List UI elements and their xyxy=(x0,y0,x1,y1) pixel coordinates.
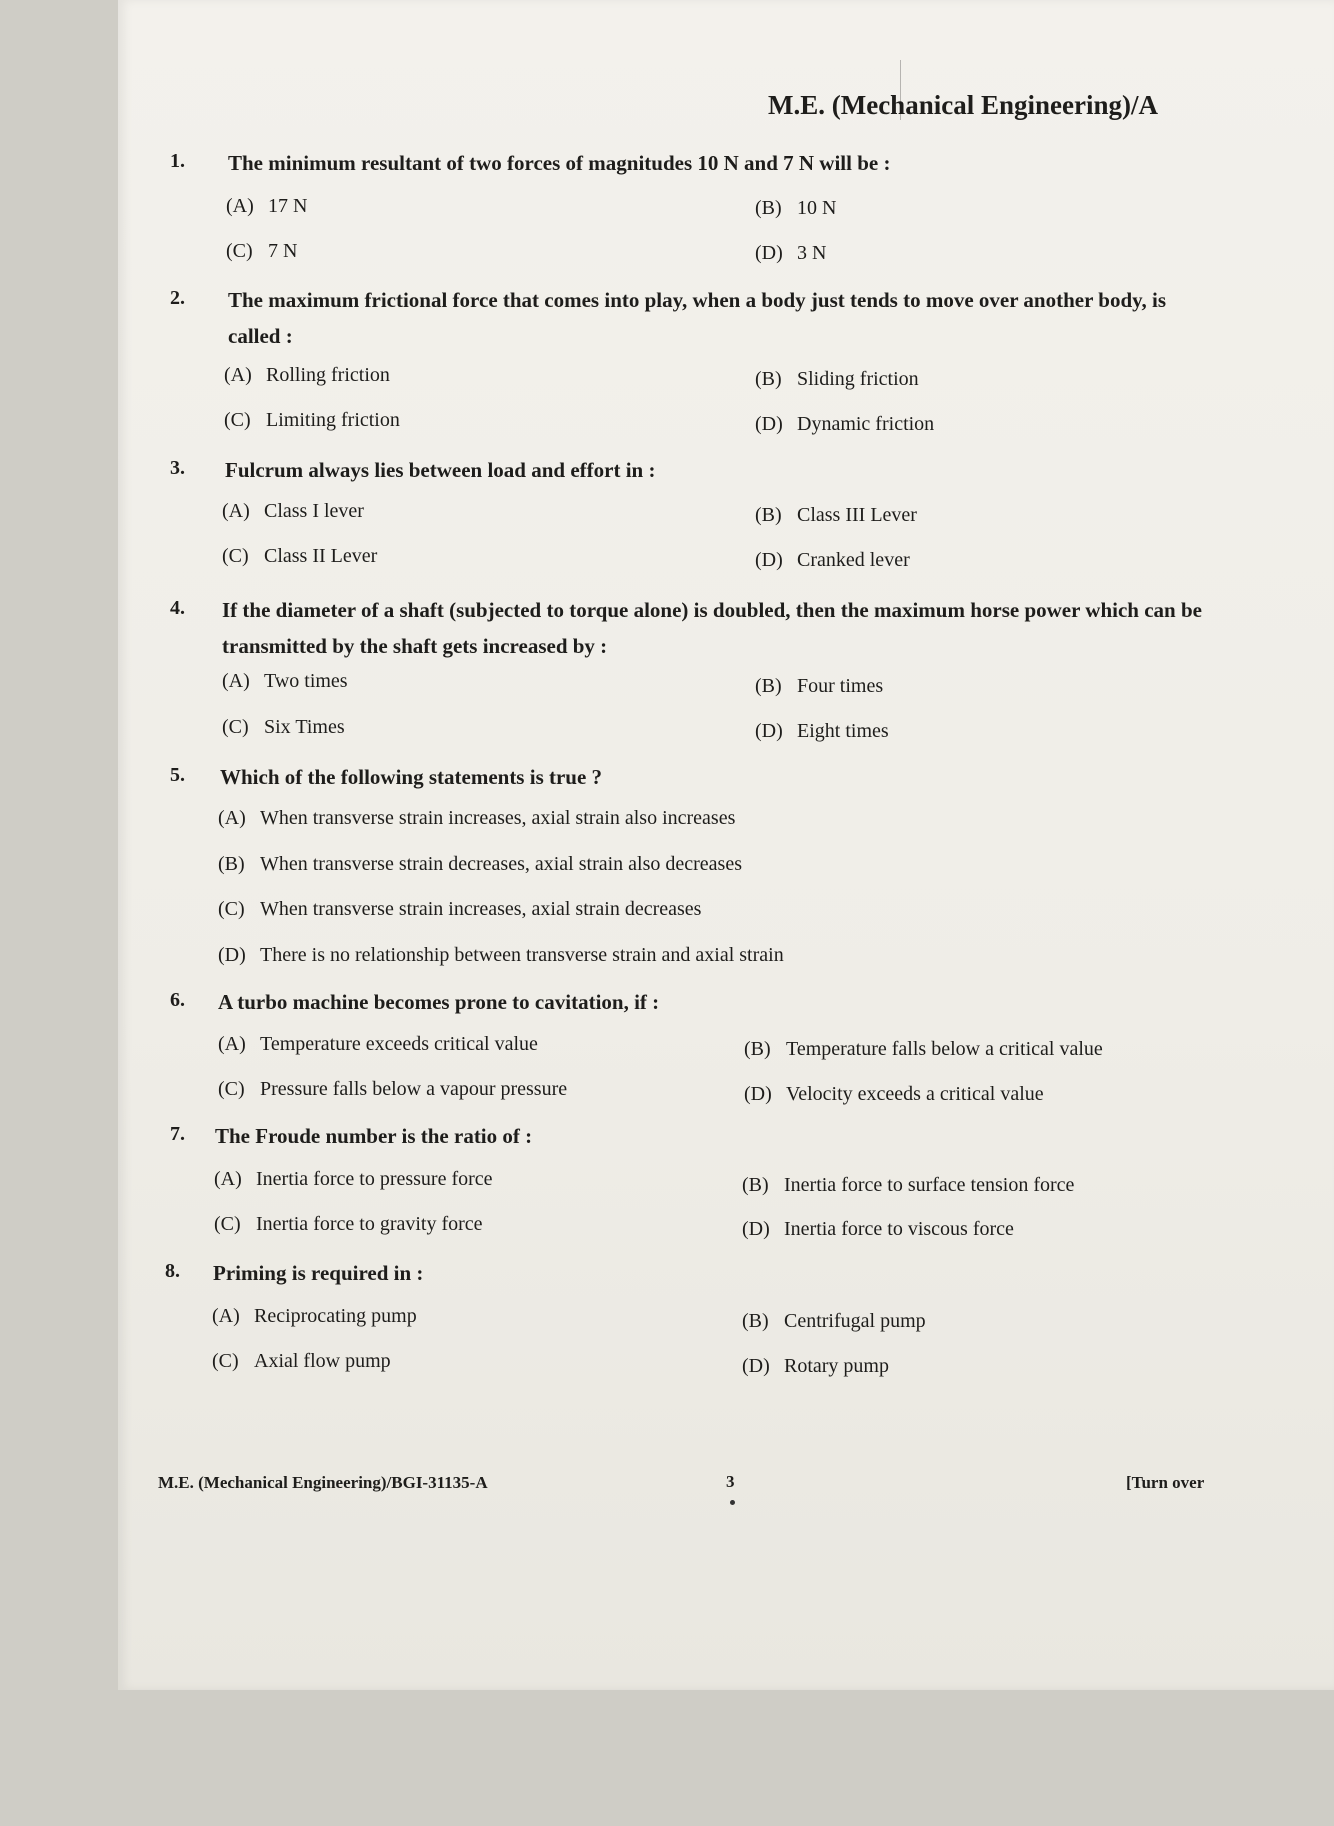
option-a: (A) 17 N xyxy=(226,195,308,217)
option-b: (B) Temperature falls below a critical value xyxy=(744,1038,1103,1060)
option-b: (B) Sliding friction xyxy=(755,368,919,390)
question-text: Fulcrum always lies between load and effort in : xyxy=(225,458,656,482)
option-a: (A) When transverse strain increases, axial strain also increases xyxy=(218,807,736,829)
option-b: (B) Four times xyxy=(755,675,884,697)
exam-page xyxy=(118,0,1334,1690)
option-a: (A) Reciprocating pump xyxy=(212,1305,417,1327)
option-d: (D) Dynamic friction xyxy=(755,413,935,435)
option-b: (B) Inertia force to surface tension force xyxy=(742,1174,1075,1196)
question-number: 6. xyxy=(170,989,185,1011)
question-number: 7. xyxy=(170,1123,185,1145)
question-number: 1. xyxy=(170,150,185,172)
option-c: (C) Limiting friction xyxy=(224,409,400,431)
page-header: M.E. (Mechanical Engineering)/A xyxy=(768,90,1158,120)
option-d: (D) 3 N xyxy=(755,242,827,264)
option-c: (C) Six Times xyxy=(222,716,345,738)
option-c: (C) Class II Lever xyxy=(222,545,378,567)
question-text: The Froude number is the ratio of : xyxy=(215,1124,533,1148)
option-c: (C) 7 N xyxy=(226,240,298,262)
option-c: (C) Axial flow pump xyxy=(212,1350,391,1372)
question-text: A turbo machine becomes prone to cavitation, if : xyxy=(218,990,660,1014)
option-a: (A) Class I lever xyxy=(222,500,364,522)
option-b: (B) 10 N xyxy=(755,197,837,219)
question-text: Which of the following statements is true ? xyxy=(220,765,603,789)
option-d: (D) Velocity exceeds a critical value xyxy=(744,1083,1044,1105)
option-d: (D) Inertia force to viscous force xyxy=(742,1218,1014,1240)
question-text: Priming is required in : xyxy=(213,1261,424,1285)
question-number: 4. xyxy=(170,597,185,619)
option-a: (A) Rolling friction xyxy=(224,364,390,386)
footer-dot xyxy=(730,1500,735,1505)
option-a: (A) Two times xyxy=(222,670,348,692)
page-number: 3 xyxy=(726,1472,735,1491)
question-text: The minimum resultant of two forces of magnitudes 10 N and 7 N will be : xyxy=(228,151,891,175)
option-d: (D) Cranked lever xyxy=(755,549,910,571)
question-number: 5. xyxy=(170,764,185,786)
option-d: (D) Rotary pump xyxy=(742,1355,889,1377)
option-d: (D) Eight times xyxy=(755,720,889,742)
footer-code: M.E. (Mechanical Engineering)/BGI-31135-A xyxy=(158,1473,488,1492)
question-number: 8. xyxy=(165,1260,180,1282)
turn-over-label: [Turn over xyxy=(1126,1473,1205,1492)
question-text: If the diameter of a shaft (subjected to torque alone) is doubled, then the maximum horse power which can be transmitted by the shaft gets increased by : xyxy=(222,598,1202,658)
option-a: (A) Inertia force to pressure force xyxy=(214,1168,493,1190)
option-a: (A) Temperature exceeds critical value xyxy=(218,1033,538,1055)
option-d: (D) There is no relationship between transverse strain and axial strain xyxy=(218,944,784,966)
option-c: (C) Inertia force to gravity force xyxy=(214,1213,483,1235)
question-number: 2. xyxy=(170,287,185,309)
option-c: (C) When transverse strain increases, axial strain decreases xyxy=(218,898,702,920)
question-text: The maximum frictional force that comes into play, when a body just tends to move over another body, is called : xyxy=(228,288,1166,348)
option-c: (C) Pressure falls below a vapour pressure xyxy=(218,1078,568,1100)
question-number: 3. xyxy=(170,457,185,479)
option-b: (B) When transverse strain decreases, axial strain also decreases xyxy=(218,853,743,875)
option-b: (B) Centrifugal pump xyxy=(742,1310,926,1332)
option-b: (B) Class III Lever xyxy=(755,504,917,526)
